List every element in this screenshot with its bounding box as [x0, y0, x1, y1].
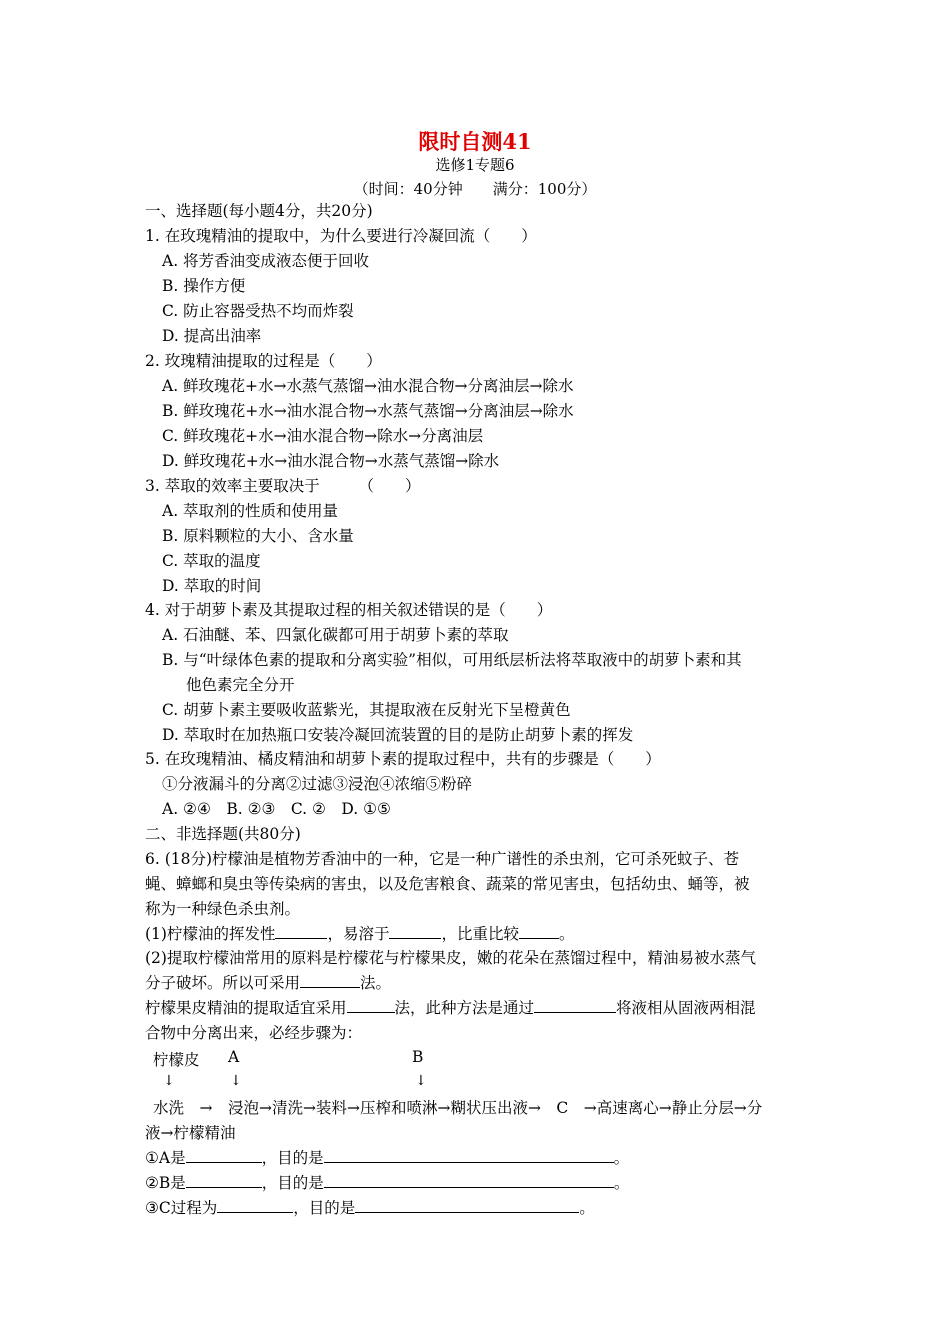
q6-answer-c-label: ③C过程为: [145, 1199, 218, 1217]
answer-blank[interactable]: [186, 1148, 262, 1163]
q6-sub3-text-b: 法，此种方法是通过: [394, 999, 535, 1017]
down-arrow-icon: ↓: [230, 1073, 242, 1089]
q3-option-a: A. 萃取剂的性质和使用量: [162, 502, 339, 520]
q4-option-c: C. 胡萝卜素主要吸收蓝紫光，其提取液在反射光下呈橙黄色: [162, 701, 571, 719]
answer-blank[interactable]: [217, 1198, 293, 1213]
q6-answer-c: [145, 1196, 810, 1221]
answer-blank[interactable]: [389, 924, 441, 939]
q6-answer-a: [145, 1146, 810, 1171]
period: 。: [613, 1174, 630, 1192]
q6-answer-a-label: ①A是: [145, 1149, 186, 1167]
q4-option-b-line1: B. 与“叶绿体色素的提取和分离实验”相似，可用纸层析法将萃取液中的胡萝卜素和其: [162, 651, 742, 669]
q6-para-line3: 称为一种绿色杀虫剂。: [145, 900, 301, 918]
q3-option-c: C. 萃取的温度: [162, 552, 261, 570]
q5-options: A. ②④ B. ②③ C. ② D. ①⑤: [162, 800, 391, 818]
q6-sub2-text-a: 分子破坏。所以可采用: [145, 974, 301, 992]
q6-sub1: [145, 922, 810, 947]
page-title: 限时自测41: [418, 129, 532, 154]
time-info: （时间：40分钟 满分：100分）: [353, 180, 597, 198]
q2-option-c: C. 鲜玫瑰花+水→油水混合物→除水→分离油层: [162, 427, 484, 445]
q3-option-b: B. 原料颗粒的大小、含水量: [162, 527, 354, 545]
period: 。: [579, 1199, 595, 1217]
q2-option-b: B. 鲜玫瑰花+水→油水混合物→水蒸气蒸馏→分离油层→除水: [162, 402, 574, 420]
period: 。: [613, 1149, 630, 1167]
q6-answer-b: [145, 1171, 810, 1196]
q1-option-d: D. 提高出油率: [162, 327, 262, 345]
q4-option-b-line2: 他色素完全分开: [186, 676, 295, 694]
down-arrow-icon: ↓: [415, 1073, 427, 1089]
answer-blank[interactable]: [347, 998, 395, 1013]
q1-option-c: C. 防止容器受热不均而炸裂: [162, 302, 354, 320]
answer-blank[interactable]: [324, 1173, 614, 1188]
answer-blank[interactable]: [519, 924, 559, 939]
q6-para-line1: 6. (18分)柠檬油是植物芳香油中的一种，它是一种广谱性的杀虫剂，它可杀死蚊子、苍: [145, 850, 740, 868]
q2-option-d: D. 鲜玫瑰花+水→油水混合物→水蒸气蒸馏→除水: [162, 452, 500, 470]
q4-option-a: A. 石油醚、苯、四氯化碳都可用于胡萝卜素的萃取: [162, 626, 509, 644]
q6-sub3-text-a: 柠檬果皮精油的提取适宜采用: [145, 999, 347, 1017]
q6-answer-c-purpose: ，目的是: [293, 1199, 356, 1217]
q6-sub1-text-c: ，比重比较: [441, 925, 519, 943]
q1-stem: 1. 在玫瑰精油的提取中，为什么要进行冷凝回流（ ）: [145, 227, 537, 245]
q6-sub1-text-a: (1)柠檬油的挥发性: [145, 925, 276, 943]
q2-stem: 2. 玫瑰精油提取的过程是（ ）: [145, 352, 382, 370]
answer-blank[interactable]: [534, 998, 616, 1013]
answer-blank[interactable]: [355, 1198, 579, 1213]
answer-blank[interactable]: [324, 1148, 614, 1163]
q6-sub3-line1: [145, 996, 810, 1021]
q6-sub1-text-d: 。: [559, 925, 575, 943]
q1-option-b: B. 操作方便: [162, 277, 246, 295]
flow-label-lemon-peel: 柠檬皮: [153, 1051, 200, 1069]
q1-option-a: A. 将芳香油变成液态便于回收: [162, 252, 370, 270]
q6-sub3-text-c: 将液相从固液两相混: [616, 999, 756, 1017]
answer-blank[interactable]: [300, 973, 360, 988]
q6-answer-a-purpose: ，目的是: [261, 1149, 324, 1167]
q3-option-d: D. 萃取的时间: [162, 577, 262, 595]
q6-answer-b-purpose: ，目的是: [261, 1174, 324, 1192]
section-1-heading: 一、选择题(每小题4分，共20分): [145, 202, 373, 220]
flow-line1: 水洗 → 浸泡→清洗→装料→压榨和喷淋→糊状压出液→ C →高速离心→静止分层→分: [153, 1099, 763, 1117]
q4-stem: 4. 对于胡萝卜素及其提取过程的相关叙述错误的是（ ）: [145, 601, 553, 619]
down-arrow-icon: ↓: [163, 1073, 175, 1089]
q6-answer-b-label: ②B是: [145, 1174, 186, 1192]
q3-stem: 3. 萃取的效率主要取决于 （ ）: [145, 477, 421, 495]
answer-blank[interactable]: [186, 1173, 262, 1188]
section-2-heading: 二、非选择题(共80分): [145, 825, 301, 843]
flow-line2: 液→柠檬精油: [145, 1124, 236, 1142]
q5-items: ①分液漏斗的分离②过滤③浸泡④浓缩⑤粉碎: [162, 775, 473, 793]
q6-sub2-text-b: 法。: [360, 974, 392, 992]
q6-para-line2: 蝇、蟑螂和臭虫等传染病的害虫，以及危害粮食、蔬菜的常见害虫，包括幼虫、蛹等，被: [145, 875, 750, 893]
flow-label-a: A: [228, 1048, 240, 1066]
q6-sub2-line1: (2)提取柠檬油常用的原料是柠檬花与柠檬果皮，嫩的花朵在蒸馏过程中，精油易被水蒸气: [145, 949, 756, 967]
q6-sub2-line2: [145, 971, 810, 996]
q6-sub1-text-b: ，易溶于: [327, 925, 390, 943]
q5-stem: 5. 在玫瑰精油、橘皮精油和胡萝卜素的提取过程中，共有的步骤是（ ）: [145, 750, 661, 768]
flow-label-b: B: [412, 1048, 424, 1066]
answer-blank[interactable]: [275, 924, 327, 939]
q4-option-d: D. 萃取时在加热瓶口安装冷凝回流装置的目的是防止胡萝卜素的挥发: [162, 726, 634, 744]
page-subtitle: 选修1专题6: [435, 156, 515, 174]
q2-option-a: A. 鲜玫瑰花+水→水蒸气蒸馏→油水混合物→分离油层→除水: [162, 377, 574, 395]
q6-sub3-line2: 合物中分离出来，必经步骤为：: [145, 1024, 363, 1042]
